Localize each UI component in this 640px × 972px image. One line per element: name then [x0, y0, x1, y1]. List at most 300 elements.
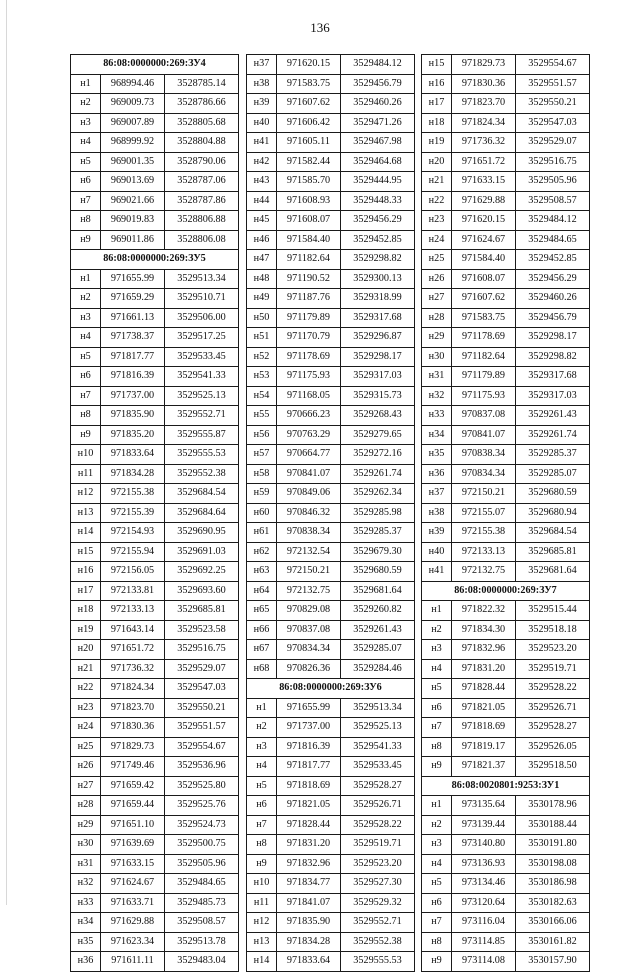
- coordinate-row: [71, 952, 239, 972]
- coord-y: 3529554.67: [516, 55, 590, 75]
- coord-x: 971190.52: [277, 269, 341, 289]
- coord-x: 971639.69: [101, 835, 165, 855]
- coord-y: 3529526.71: [516, 698, 590, 718]
- coord-x: 971819.17: [452, 737, 516, 757]
- coord-x: 971608.07: [277, 211, 341, 231]
- point-id: н7: [422, 718, 452, 738]
- coordinate-row: [422, 250, 590, 270]
- point-id: н27: [71, 776, 101, 796]
- point-id: н1: [422, 796, 452, 816]
- point-id: н37: [422, 484, 452, 504]
- coordinate-table-left: [70, 54, 239, 972]
- point-id: н28: [71, 796, 101, 816]
- coordinate-row: [71, 406, 239, 426]
- coordinate-row: [247, 386, 415, 406]
- coord-y: 3529505.96: [516, 172, 590, 192]
- coordinate-row: [71, 484, 239, 504]
- coord-x: 971841.07: [277, 893, 341, 913]
- coord-y: 3529684.54: [516, 523, 590, 543]
- coord-y: 3529518.50: [516, 757, 590, 777]
- coord-y: 3529533.45: [165, 347, 239, 367]
- coord-y: 3529484.65: [165, 874, 239, 894]
- point-id: н9: [422, 952, 452, 972]
- coord-y: 3529452.85: [516, 250, 590, 270]
- coord-x: 971608.93: [277, 191, 341, 211]
- point-id: н29: [422, 328, 452, 348]
- coord-y: 3529680.59: [516, 484, 590, 504]
- point-id: н19: [71, 620, 101, 640]
- coord-y: 3529260.82: [341, 601, 415, 621]
- coord-y: 3529284.46: [341, 659, 415, 679]
- coord-x: 972133.13: [101, 601, 165, 621]
- coord-x: 971822.32: [452, 601, 516, 621]
- coord-x: 971187.76: [277, 289, 341, 309]
- coordinate-row: [247, 425, 415, 445]
- coord-x: 971821.37: [452, 757, 516, 777]
- coordinate-row: [422, 601, 590, 621]
- coord-y: 3529296.87: [341, 328, 415, 348]
- point-id: н30: [422, 347, 452, 367]
- point-id: н24: [71, 718, 101, 738]
- coordinate-row: [247, 328, 415, 348]
- coord-x: 971817.77: [101, 347, 165, 367]
- coord-y: 3529550.21: [165, 698, 239, 718]
- coord-x: 971168.05: [277, 386, 341, 406]
- coordinate-row: [71, 425, 239, 445]
- coordinate-row: [71, 328, 239, 348]
- coord-y: 3529456.29: [341, 211, 415, 231]
- parcel-cadastral-number: 86:08:0000000:269:ЗУ5: [71, 250, 239, 270]
- point-id: н2: [422, 815, 452, 835]
- coord-y: 3529452.85: [341, 230, 415, 250]
- scan-edge-left: [6, 0, 7, 905]
- coord-y: 3530186.98: [516, 874, 590, 894]
- coord-x: 968999.92: [101, 133, 165, 153]
- coord-x: 971834.28: [277, 932, 341, 952]
- coordinate-row: [71, 133, 239, 153]
- coord-x: 971835.20: [101, 425, 165, 445]
- coordinate-row: [71, 191, 239, 211]
- coord-x: 970841.07: [452, 425, 516, 445]
- coord-y: 3529516.75: [516, 152, 590, 172]
- coordinate-row: [422, 562, 590, 582]
- coord-y: 3529519.71: [341, 835, 415, 855]
- coordinate-row: [71, 893, 239, 913]
- coordinate-row: [422, 133, 590, 153]
- point-id: н14: [71, 523, 101, 543]
- coord-y: 3529485.73: [165, 893, 239, 913]
- coord-y: 3528787.86: [165, 191, 239, 211]
- coord-y: 3529547.03: [165, 679, 239, 699]
- point-id: н48: [247, 269, 277, 289]
- coord-x: 971606.42: [277, 113, 341, 133]
- coord-y: 3529261.43: [341, 620, 415, 640]
- coord-y: 3529317.03: [516, 386, 590, 406]
- point-id: н7: [71, 191, 101, 211]
- coord-x: 970837.08: [277, 620, 341, 640]
- coord-x: 972156.05: [101, 562, 165, 582]
- coordinate-row: [247, 191, 415, 211]
- coordinate-row: [71, 796, 239, 816]
- coordinate-row: [247, 269, 415, 289]
- coord-y: 3529484.65: [516, 230, 590, 250]
- coord-x: 970826.36: [277, 659, 341, 679]
- coord-y: 3529513.34: [165, 269, 239, 289]
- coordinate-row: [71, 74, 239, 94]
- coordinate-row: [422, 406, 590, 426]
- coord-x: 972133.81: [101, 581, 165, 601]
- coordinate-row: [247, 757, 415, 777]
- coord-x: 971620.15: [452, 211, 516, 231]
- coordinate-row: [247, 581, 415, 601]
- coord-x: 971623.34: [101, 932, 165, 952]
- coord-y: 3529555.53: [165, 445, 239, 465]
- coordinate-row: [247, 172, 415, 192]
- coordinate-row: [247, 523, 415, 543]
- coord-x: 973114.85: [452, 932, 516, 952]
- coord-y: 3529685.81: [165, 601, 239, 621]
- point-id: н35: [422, 445, 452, 465]
- coord-y: 3529513.78: [165, 932, 239, 952]
- parcel-cadastral-number: 86:08:0000000:269:ЗУ6: [247, 679, 415, 699]
- coord-x: 973114.08: [452, 952, 516, 972]
- coord-x: 971633.71: [101, 893, 165, 913]
- point-id: н13: [71, 503, 101, 523]
- coordinate-row: [422, 542, 590, 562]
- coordinate-row: [422, 932, 590, 952]
- coord-y: 3529525.80: [165, 776, 239, 796]
- point-id: н16: [71, 562, 101, 582]
- coord-x: 969007.89: [101, 113, 165, 133]
- coordinate-row: [422, 484, 590, 504]
- coordinate-row: [247, 230, 415, 250]
- coordinate-row: [422, 211, 590, 231]
- point-id: н4: [247, 757, 277, 777]
- coord-y: 3529527.30: [341, 874, 415, 894]
- coord-x: 971821.05: [452, 698, 516, 718]
- coordinate-row: [247, 562, 415, 582]
- parcel-cadastral-number: 86:08:0020801:9253:ЗУ1: [422, 776, 590, 796]
- coord-x: 972150.21: [452, 484, 516, 504]
- point-id: н40: [422, 542, 452, 562]
- point-id: н42: [247, 152, 277, 172]
- point-id: н7: [247, 815, 277, 835]
- point-id: н35: [71, 932, 101, 952]
- coord-y: 3529680.94: [516, 503, 590, 523]
- coordinate-row: [71, 581, 239, 601]
- coord-y: 3529261.74: [516, 425, 590, 445]
- coordinate-row: [71, 367, 239, 387]
- point-id: н61: [247, 523, 277, 543]
- coord-x: 971620.15: [277, 55, 341, 75]
- coordinate-row: [247, 503, 415, 523]
- coord-y: 3529529.32: [341, 893, 415, 913]
- coordinate-row: [247, 718, 415, 738]
- coord-x: 971624.67: [452, 230, 516, 250]
- coord-y: 3529692.25: [165, 562, 239, 582]
- coord-y: 3529298.17: [341, 347, 415, 367]
- point-id: н26: [422, 269, 452, 289]
- point-id: н22: [71, 679, 101, 699]
- coord-x: 972133.13: [452, 542, 516, 562]
- coord-y: 3529685.81: [516, 542, 590, 562]
- parcel-header-row: [247, 679, 415, 699]
- coordinate-row: [71, 269, 239, 289]
- coordinate-row: [247, 367, 415, 387]
- coord-x: 970837.08: [452, 406, 516, 426]
- coord-y: 3529508.57: [165, 913, 239, 933]
- coord-y: 3529505.96: [165, 854, 239, 874]
- coord-y: 3529467.98: [341, 133, 415, 153]
- coordinate-row: [247, 133, 415, 153]
- point-id: н3: [247, 737, 277, 757]
- coord-x: 971633.15: [452, 172, 516, 192]
- point-id: н6: [71, 367, 101, 387]
- coord-y: 3529516.75: [165, 640, 239, 660]
- coord-x: 969019.83: [101, 211, 165, 231]
- coord-y: 3529317.68: [516, 367, 590, 387]
- point-id: н16: [422, 74, 452, 94]
- coordinate-row: [71, 503, 239, 523]
- coord-x: 971816.39: [277, 737, 341, 757]
- point-id: н31: [71, 854, 101, 874]
- point-id: н9: [71, 425, 101, 445]
- coordinate-row: [422, 620, 590, 640]
- coordinate-row: [422, 718, 590, 738]
- coord-y: 3529272.16: [341, 445, 415, 465]
- point-id: н7: [71, 386, 101, 406]
- coord-x: 973135.64: [452, 796, 516, 816]
- point-id: н18: [422, 113, 452, 133]
- coord-y: 3528785.14: [165, 74, 239, 94]
- coordinate-row: [71, 757, 239, 777]
- point-id: н1: [422, 601, 452, 621]
- point-id: н2: [71, 289, 101, 309]
- point-id: н38: [247, 74, 277, 94]
- coord-x: 971583.75: [452, 308, 516, 328]
- coord-x: 971832.96: [452, 640, 516, 660]
- coordinate-row: [247, 640, 415, 660]
- coord-x: 971821.05: [277, 796, 341, 816]
- point-id: н2: [422, 620, 452, 640]
- coord-y: 3529460.26: [341, 94, 415, 114]
- coord-y: 3529547.03: [516, 113, 590, 133]
- point-id: н57: [247, 445, 277, 465]
- coord-y: 3529483.04: [165, 952, 239, 972]
- coordinate-row: [247, 484, 415, 504]
- point-id: н43: [247, 172, 277, 192]
- coord-x: 971835.90: [277, 913, 341, 933]
- coord-x: 972155.07: [452, 503, 516, 523]
- point-id: н32: [71, 874, 101, 894]
- coordinate-row: [422, 523, 590, 543]
- coordinate-row: [422, 815, 590, 835]
- point-id: н55: [247, 406, 277, 426]
- coord-x: 970849.06: [277, 484, 341, 504]
- coord-y: 3529529.07: [516, 133, 590, 153]
- coord-y: 3529684.64: [165, 503, 239, 523]
- coordinate-row: [71, 289, 239, 309]
- coordinate-row: [71, 620, 239, 640]
- coordinate-row: [247, 601, 415, 621]
- point-id: н50: [247, 308, 277, 328]
- coordinate-row: [247, 152, 415, 172]
- point-id: н5: [71, 347, 101, 367]
- point-id: н3: [422, 835, 452, 855]
- coordinate-row: [422, 425, 590, 445]
- coord-x: 971182.64: [452, 347, 516, 367]
- point-id: н15: [422, 55, 452, 75]
- coord-y: 3529554.67: [165, 737, 239, 757]
- coord-y: 3529552.71: [341, 913, 415, 933]
- coord-x: 969009.73: [101, 94, 165, 114]
- coordinate-row: [247, 698, 415, 718]
- coord-y: 3529523.20: [341, 854, 415, 874]
- coord-x: 971749.46: [101, 757, 165, 777]
- coord-x: 971736.32: [452, 133, 516, 153]
- coord-x: 971608.07: [452, 269, 516, 289]
- coord-x: 972154.93: [101, 523, 165, 543]
- coord-y: 3528790.06: [165, 152, 239, 172]
- coord-y: 3528806.88: [165, 211, 239, 231]
- point-id: н4: [71, 133, 101, 153]
- coordinate-row: [71, 874, 239, 894]
- coord-x: 969013.69: [101, 172, 165, 192]
- point-id: н11: [247, 893, 277, 913]
- coordinate-row: [422, 464, 590, 484]
- coord-y: 3529508.57: [516, 191, 590, 211]
- coordinate-row: [422, 874, 590, 894]
- coord-y: 3530157.90: [516, 952, 590, 972]
- point-id: н63: [247, 562, 277, 582]
- coord-y: 3529317.68: [341, 308, 415, 328]
- coord-y: 3529448.33: [341, 191, 415, 211]
- coord-y: 3529317.03: [341, 367, 415, 387]
- point-id: н6: [71, 172, 101, 192]
- coord-y: 3529456.29: [516, 269, 590, 289]
- coord-x: 970829.08: [277, 601, 341, 621]
- point-id: н36: [71, 952, 101, 972]
- coord-y: 3528787.06: [165, 172, 239, 192]
- coord-x: 971823.70: [452, 94, 516, 114]
- coordinate-row: [247, 620, 415, 640]
- coord-x: 971817.77: [277, 757, 341, 777]
- coord-y: 3529298.17: [516, 328, 590, 348]
- coord-x: 971655.99: [277, 698, 341, 718]
- point-id: н25: [422, 250, 452, 270]
- coord-y: 3529526.71: [341, 796, 415, 816]
- coord-x: 971834.77: [277, 874, 341, 894]
- coord-y: 3529300.13: [341, 269, 415, 289]
- point-id: н25: [71, 737, 101, 757]
- coord-x: 971737.00: [101, 386, 165, 406]
- coord-y: 3529444.95: [341, 172, 415, 192]
- parcel-header-row: [71, 250, 239, 270]
- point-id: н1: [247, 698, 277, 718]
- coord-x: 971178.69: [452, 328, 516, 348]
- coord-x: 971629.88: [101, 913, 165, 933]
- coord-x: 972155.94: [101, 542, 165, 562]
- coord-x: 971175.93: [452, 386, 516, 406]
- coord-x: 971182.64: [277, 250, 341, 270]
- coord-x: 970834.34: [277, 640, 341, 660]
- coord-x: 973140.80: [452, 835, 516, 855]
- coord-y: 3529261.43: [516, 406, 590, 426]
- point-id: н56: [247, 425, 277, 445]
- coord-y: 3529551.57: [165, 718, 239, 738]
- coord-y: 3529318.99: [341, 289, 415, 309]
- coord-y: 3529555.87: [165, 425, 239, 445]
- point-id: н39: [247, 94, 277, 114]
- page-number: 136: [310, 20, 330, 35]
- coordinate-row: [422, 172, 590, 192]
- coordinate-row: [71, 718, 239, 738]
- point-id: н15: [71, 542, 101, 562]
- point-id: н26: [71, 757, 101, 777]
- coordinate-row: [71, 737, 239, 757]
- coord-x: 971583.75: [277, 74, 341, 94]
- point-id: н5: [247, 776, 277, 796]
- coord-y: 3529298.82: [516, 347, 590, 367]
- point-id: н28: [422, 308, 452, 328]
- point-id: н12: [247, 913, 277, 933]
- coord-x: 971830.36: [452, 74, 516, 94]
- coord-y: 3529684.54: [165, 484, 239, 504]
- coord-x: 971828.44: [277, 815, 341, 835]
- coordinate-row: [71, 230, 239, 250]
- coord-x: 970666.23: [277, 406, 341, 426]
- point-id: н37: [247, 55, 277, 75]
- point-id: н8: [71, 406, 101, 426]
- coord-y: 3529536.96: [165, 757, 239, 777]
- coordinate-row: [422, 55, 590, 75]
- coord-x: 971651.72: [101, 640, 165, 660]
- coord-x: 971633.15: [101, 854, 165, 874]
- coord-y: 3529518.18: [516, 620, 590, 640]
- coordinate-row: [71, 659, 239, 679]
- coordinate-table-middle: [246, 54, 415, 972]
- coordinate-row: [422, 367, 590, 387]
- point-id: н59: [247, 484, 277, 504]
- point-id: н7: [422, 913, 452, 933]
- coord-y: 3529533.45: [341, 757, 415, 777]
- point-id: н21: [71, 659, 101, 679]
- point-id: н17: [71, 581, 101, 601]
- point-id: н8: [247, 835, 277, 855]
- point-id: н40: [247, 113, 277, 133]
- coordinate-row: [247, 952, 415, 972]
- point-id: н5: [422, 874, 452, 894]
- coord-y: 3529268.43: [341, 406, 415, 426]
- coordinate-row: [422, 152, 590, 172]
- coordinate-row: [422, 659, 590, 679]
- point-id: н44: [247, 191, 277, 211]
- point-id: н23: [71, 698, 101, 718]
- coord-y: 3529523.20: [516, 640, 590, 660]
- coord-y: 3530188.44: [516, 815, 590, 835]
- coord-y: 3530182.63: [516, 893, 590, 913]
- coordinate-row: [422, 347, 590, 367]
- coord-y: 3529552.38: [341, 932, 415, 952]
- coord-y: 3529279.65: [341, 425, 415, 445]
- point-id: н9: [71, 230, 101, 250]
- coord-y: 3529681.64: [341, 581, 415, 601]
- coord-y: 3530161.82: [516, 932, 590, 952]
- coord-y: 3529528.27: [341, 776, 415, 796]
- point-id: н36: [422, 464, 452, 484]
- coord-y: 3528806.08: [165, 230, 239, 250]
- coordinate-row: [422, 269, 590, 289]
